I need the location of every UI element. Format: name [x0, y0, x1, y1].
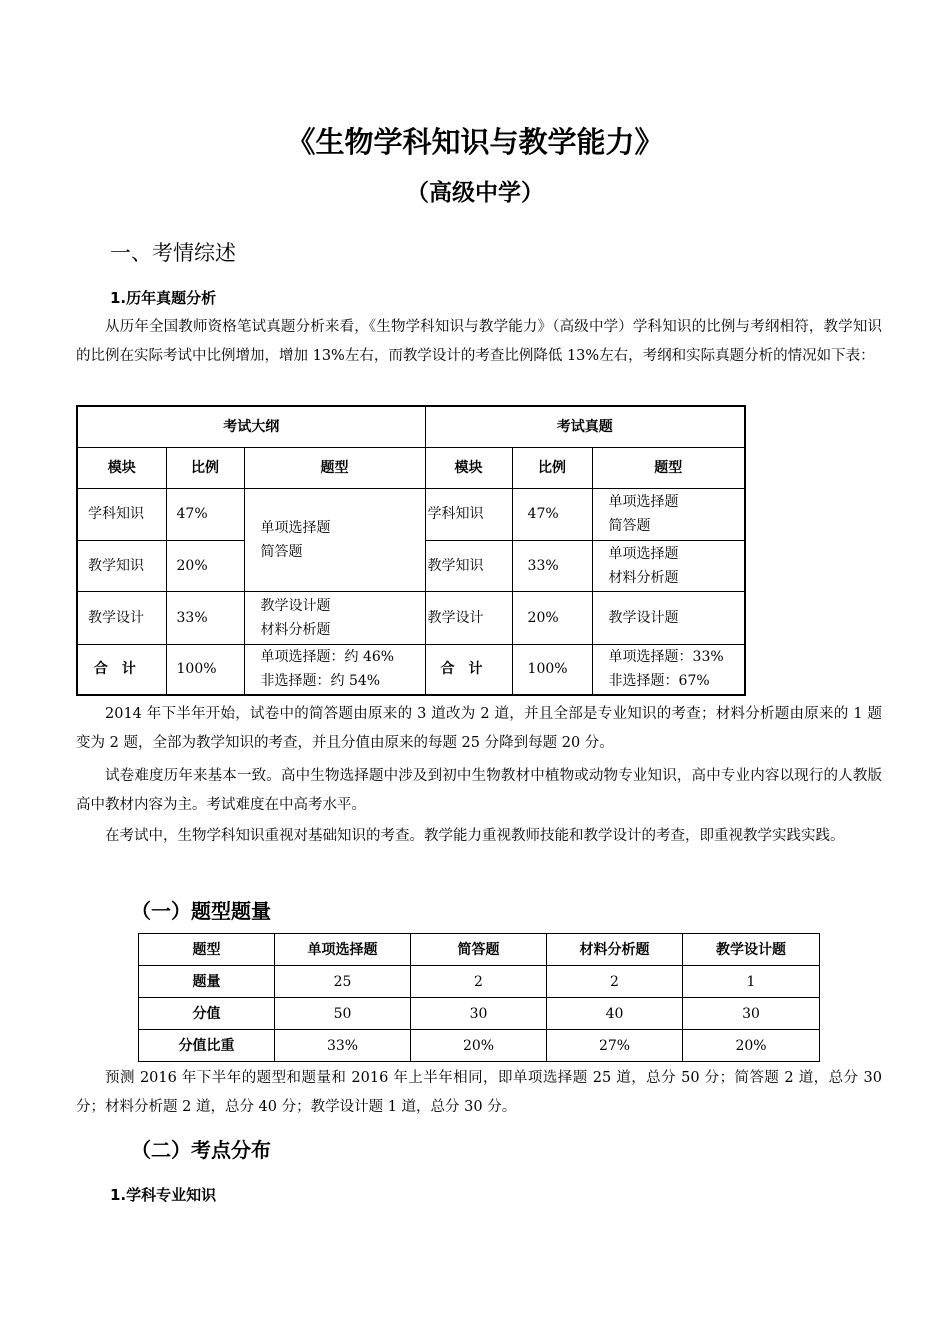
table-cell: 47% — [512, 488, 592, 540]
column-header-module: 模块 — [77, 447, 166, 488]
header-cell: 简答题 — [411, 934, 547, 966]
table-cell: 50 — [275, 998, 411, 1030]
section-heading-overview: 一、考情综述 — [110, 241, 236, 265]
table-cell: 教学设计 — [425, 591, 512, 644]
type-line: 简答题 — [260, 543, 303, 560]
type-line: 教学设计题 — [260, 597, 331, 614]
table-cell: 33% — [512, 540, 592, 591]
table-cell — [592, 540, 745, 591]
section-heading-question-types: （一）题型题量 — [131, 899, 271, 923]
table-cell: 20% — [166, 540, 244, 591]
total-label: 合计 — [77, 644, 166, 695]
group-header-real: 考试真题 — [425, 406, 745, 447]
header-cell: 教学设计题 — [683, 934, 820, 966]
table-row — [139, 966, 820, 998]
table-row — [77, 488, 745, 540]
table-cell: 33% — [275, 1030, 411, 1062]
table-cell: 2 — [547, 966, 683, 998]
section-heading-distribution: （二）考点分布 — [131, 1138, 271, 1162]
table-cell: 学科知识 — [77, 488, 166, 540]
table-cell — [592, 644, 745, 695]
type-line: 材料分析题 — [608, 569, 679, 586]
row-label: 题量 — [139, 966, 275, 998]
table-cell: 2 — [411, 966, 547, 998]
table-cell: 教学知识 — [425, 540, 512, 591]
type-line: 单项选择题 — [260, 519, 331, 536]
table-cell: 学科知识 — [425, 488, 512, 540]
table-cell: 33% — [166, 591, 244, 644]
table-cell: 教学知识 — [77, 540, 166, 591]
type-line: 单项选择题：33% — [608, 649, 724, 666]
question-quantity-table — [138, 933, 820, 1062]
paragraph-2014-change: 2014 年下半年开始，试卷中的简答题由原来的 3 道改为 2 道，并且全部是专业知识的考查；材料分析题由原来的 1 题变为 2 题，全部为教学知识的考查，并且分值由原来的每题 25 分降到每题 20 分。 — [76, 706, 882, 751]
type-line: 非选择题：67% — [608, 673, 710, 690]
table-cell: 27% — [547, 1030, 683, 1062]
row-label: 分值 — [139, 998, 275, 1030]
table-row — [139, 998, 820, 1030]
header-cell: 材料分析题 — [547, 934, 683, 966]
type-line: 单项选择题 — [608, 545, 679, 562]
table-cell: 100% — [166, 644, 244, 695]
outline-vs-real-table — [76, 405, 746, 696]
table-cell-merged-types — [244, 488, 425, 591]
table-cell: 30 — [683, 998, 820, 1030]
type-line: 单项选择题：约 46% — [260, 649, 395, 666]
column-header-ratio: 比例 — [166, 447, 244, 488]
table-cell: 40 — [547, 998, 683, 1030]
document-subtitle: （高级中学） — [406, 180, 544, 206]
subsection-heading-history: 1.历年真题分析 — [110, 289, 217, 307]
table-row — [77, 591, 745, 644]
paragraph-focus: 在考试中，生物学科知识重视对基础知识的考查。教学能力重视教师技能和教学设计的考查，即重视教学实践实践。 — [105, 828, 845, 844]
document-title: 《生物学科知识与教学能力》 — [286, 125, 664, 159]
type-line: 简答题 — [608, 518, 651, 534]
column-header-type: 题型 — [244, 447, 425, 488]
table-cell — [592, 488, 745, 540]
subsection-heading-subject-knowledge: 1.学科专业知识 — [110, 1186, 217, 1204]
paragraph-prediction: 预测 2016 年下半年的题型和题量和 2016 年上半年相同，即单项选择题 25 道，总分 50 分；简答题 2 道，总分 30 分；材料分析题 2 道，总分 40 分；教学设计题 1 道，总分 30 分。 — [76, 1070, 882, 1115]
column-header-type: 题型 — [592, 447, 745, 488]
table-cell: 25 — [275, 966, 411, 998]
table-cell: 100% — [512, 644, 592, 695]
type-line: 非选择题：约 54% — [260, 673, 381, 690]
group-header-outline: 考试大纲 — [77, 406, 425, 447]
header-cell: 题型 — [139, 934, 275, 966]
type-line: 单项选择题 — [608, 494, 679, 510]
table-cell: 30 — [411, 998, 547, 1030]
type-line: 材料分析题 — [260, 621, 331, 638]
row-label: 分值比重 — [139, 1030, 275, 1062]
table-cell: 20% — [512, 591, 592, 644]
column-header-ratio: 比例 — [512, 447, 592, 488]
table-header-row — [139, 934, 820, 966]
table-cell — [244, 591, 425, 644]
table-cell: 20% — [683, 1030, 820, 1062]
table-row — [139, 1030, 820, 1062]
column-header-module: 模块 — [425, 447, 512, 488]
header-cell: 单项选择题 — [275, 934, 411, 966]
table-row-total — [77, 644, 745, 695]
total-label: 合计 — [425, 644, 512, 695]
table-cell: 教学设计 — [77, 591, 166, 644]
table-cell: 20% — [411, 1030, 547, 1062]
table-cell: 47% — [166, 488, 244, 540]
table-cell: 教学设计题 — [592, 591, 745, 644]
intro-paragraph: 从历年全国教师资格笔试真题分析来看，《生物学科知识与教学能力》（高级中学）学科知识的比例与考纲相符，教学知识的比例在实际考试中比例增加，增加 13%左右，而教学设计的考查比例降低 13%左右，考纲和实际真题分析的情况如下表： — [76, 319, 882, 364]
paragraph-difficulty: 试卷难度历年来基本一致。高中生物选择题中涉及到初中生物教材中植物或动物专业知识，高中专业内容以现行的人教版高中教材内容为主。考试难度在中高考水平。 — [76, 768, 882, 813]
table-cell — [244, 644, 425, 695]
table-cell: 1 — [683, 966, 820, 998]
